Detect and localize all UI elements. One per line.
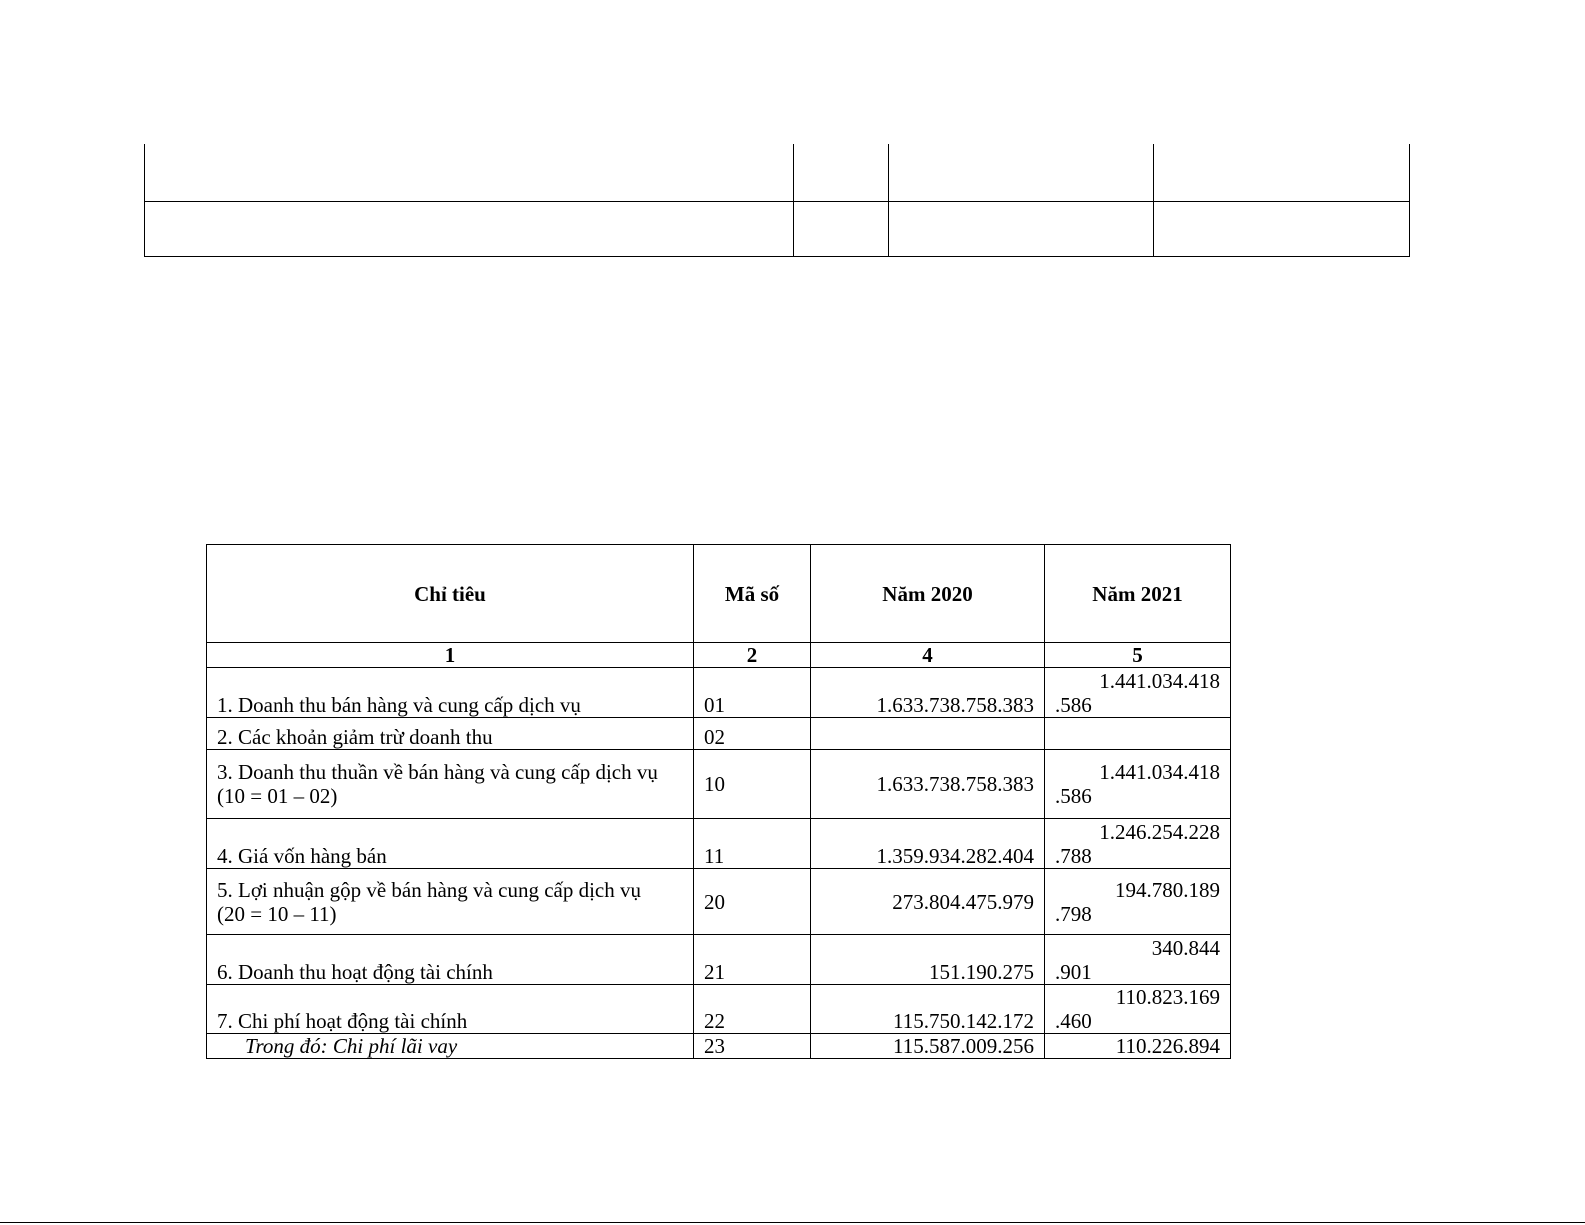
row-code: 10 [694, 750, 811, 819]
value-2021 [1045, 718, 1231, 750]
row-label: 2. Các khoản giảm trừ doanh thu [207, 718, 694, 750]
table-row [207, 869, 1231, 935]
value-2021: 110.226.894 [1045, 1034, 1231, 1059]
row-label [207, 869, 694, 935]
row-code: 20 [694, 869, 811, 935]
value-2021 [1045, 985, 1231, 1034]
table-row [207, 819, 1231, 869]
row-label: 7. Chi phí hoạt động tài chính [207, 985, 694, 1034]
row-label [207, 750, 694, 819]
table-row [207, 750, 1231, 819]
column-number-row [207, 643, 1231, 668]
row-label-line2: (20 = 10 – 11) [217, 901, 337, 926]
value-2020: 1.359.934.282.404 [811, 819, 1045, 869]
row-label: 1. Doanh thu bán hàng và cung cấp dịch vụ [207, 668, 694, 718]
header-code: Mã số [694, 545, 811, 643]
column-number: 1 [207, 643, 694, 668]
row-label-line1: 3. Doanh thu thuần về bán hàng và cung cấp dịch vụ [217, 760, 658, 784]
value-2020: 151.190.275 [811, 935, 1045, 985]
row-label: 4. Giá vốn hàng bán [207, 819, 694, 869]
value-2021-part2: .586 [1055, 693, 1092, 717]
value-2020: 273.804.475.979 [811, 869, 1045, 935]
row-label-line2: (10 = 01 – 02) [217, 784, 338, 808]
table-row [207, 985, 1231, 1034]
value-2020: 115.587.009.256 [811, 1034, 1045, 1059]
column-number: 2 [694, 643, 811, 668]
table-border [144, 256, 1410, 257]
value-2021-part1: 194.780.189 [1115, 877, 1220, 902]
value-2020: 1.633.738.758.383 [811, 750, 1045, 819]
page-bottom-rule [0, 1222, 1585, 1223]
value-2021-part1: 1.246.254.228 [1099, 820, 1220, 844]
value-2021 [1045, 750, 1231, 819]
empty-table-fragment [144, 144, 1410, 258]
row-label-line1: 5. Lợi nhuận gộp về bán hàng và cung cấp dịch vụ [217, 877, 641, 902]
row-code: 02 [694, 718, 811, 750]
value-2021 [1045, 668, 1231, 718]
row-label: Trong đó: Chi phí lãi vay [207, 1034, 694, 1059]
value-2020: 115.750.142.172 [811, 985, 1045, 1034]
value-2021-part2: .460 [1055, 1009, 1092, 1033]
value-2021-part1: 110.823.169 [1115, 985, 1220, 1009]
column-number: 5 [1045, 643, 1231, 668]
value-2021 [1045, 869, 1231, 935]
value-2021-part2: .901 [1055, 960, 1092, 984]
row-label: 6. Doanh thu hoạt động tài chính [207, 935, 694, 985]
table-row [207, 668, 1231, 718]
table-row [207, 718, 1231, 750]
row-code: 01 [694, 668, 811, 718]
value-2021-part2: .798 [1055, 901, 1092, 926]
row-code: 11 [694, 819, 811, 869]
value-2021 [1045, 819, 1231, 869]
value-2021-part2: .788 [1055, 844, 1092, 868]
column-number: 4 [811, 643, 1045, 668]
value-2021-part1: 1.441.034.418 [1099, 669, 1220, 693]
income-statement-table [206, 544, 1231, 1059]
table-border [144, 201, 1410, 202]
header-year-2021: Năm 2021 [1045, 545, 1231, 643]
table-row [207, 935, 1231, 985]
header-row [207, 545, 1231, 643]
value-2021 [1045, 935, 1231, 985]
table-row [207, 1034, 1231, 1059]
value-2021-part1: 340.844 [1151, 936, 1220, 960]
value-2021-part1: 1.441.034.418 [1099, 760, 1220, 784]
header-year-2020: Năm 2020 [811, 545, 1045, 643]
row-code: 21 [694, 935, 811, 985]
header-indicator: Chỉ tiêu [207, 545, 694, 643]
value-2020 [811, 718, 1045, 750]
row-code: 23 [694, 1034, 811, 1059]
value-2020: 1.633.738.758.383 [811, 668, 1045, 718]
row-code: 22 [694, 985, 811, 1034]
value-2021-part2: .586 [1055, 784, 1092, 808]
